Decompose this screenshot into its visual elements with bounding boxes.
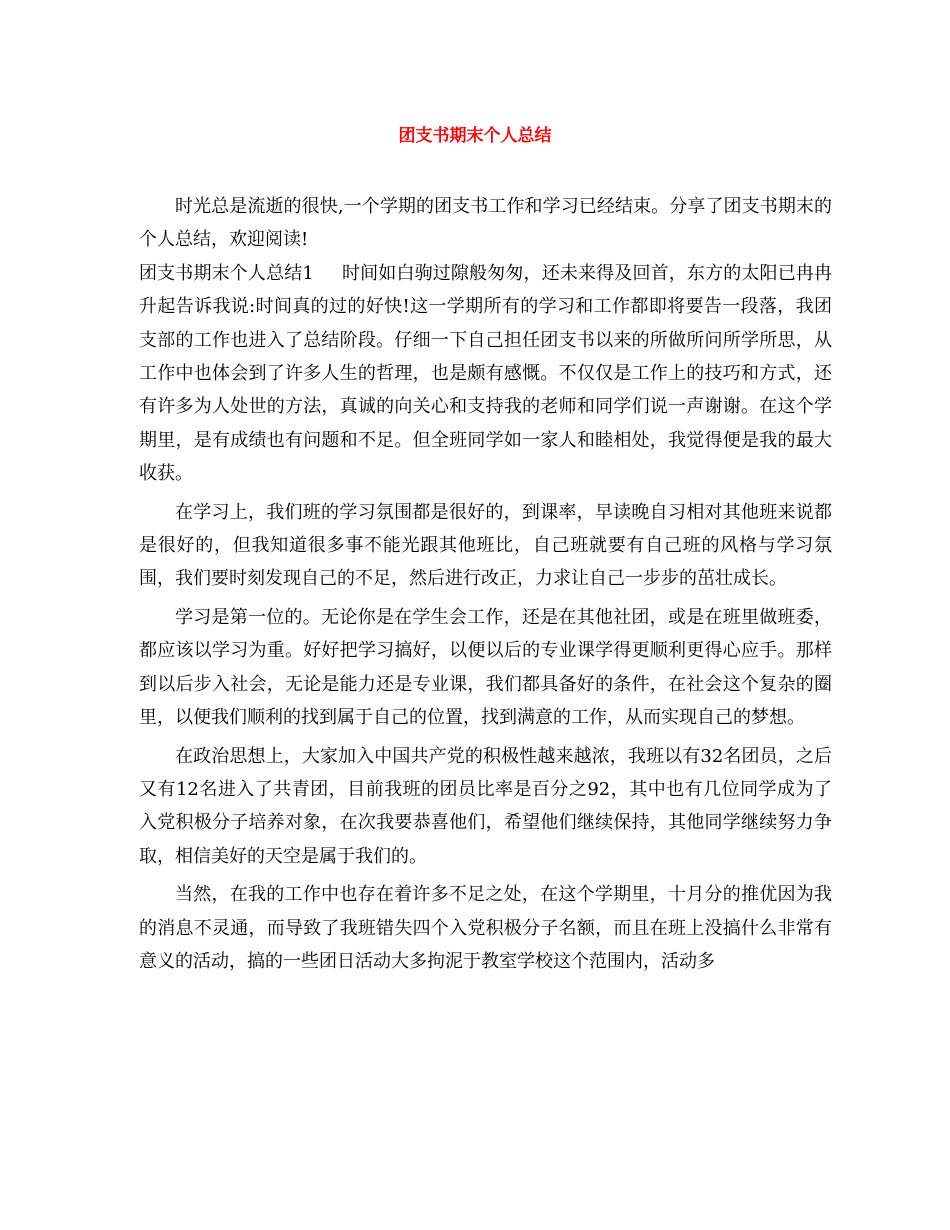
section-first-paragraph: 时间如白驹过隙般匆匆，还未来得及回首，东方的太阳已冉冉升起告诉我说:时间真的过的好快!这一学期所有的学习和工作都即将要告一段落，我团支部的工作也进入了总结阶段。仔细一下自己担任团支书以来的所做所问所学所思，从工作中也体会到了许多人生的哲理，也是颇有感慨。不仅仅是工作上的技巧和方式，还有许多为人处世的方法，真诚的向关心和支持我的老师和同学们说一声谢谢。在这个学期里，是有成绩也有问题和不足。但全班同学如一家人和睦相处，我觉得便是我的最大收获。 [139,262,833,485]
paragraph-study-first: 学习是第一位的。无论你是在学生会工作，还是在其他社团，或是在班里做班委，都应该以学习为重。好好把学习搞好，以便以后的专业课学得更顺利更得心应手。那样到以后步入社会，无论是能力还是专业课，我们都具备好的条件，在社会这个复杂的圈里，以便我们顺利的找到属于自己的位置，找到满意的工作，从而实现自己的梦想。 [139,606,832,729]
paragraph-political-thought: 在政治思想上，大家加入中国共产党的积极性越来越浓，我班以有32名团员，之后又有12名进入了共青团，目前我班的团员比率是百分之92，其中也有几位同学成为了入党积极分子培养对象，在次我要恭喜他们，希望他们继续保持，其他同学继续努力争取，相信美好的天空是属于我们的。 [139,745,832,867]
paragraph-shortcomings: 当然，在我的工作中也存在着许多不足之处，在这个学期里，十月分的推优因为我的消息不灵通，而导致了我班错失四个入党积极分子名额，而且在班上没搞什么非常有意义的活动，搞的一些团日活动大多拘泥于教室学校这个范围内，活动多 [139,884,832,972]
document-title: 团支书期末个人总结 [398,126,552,146]
section-block [139,257,832,491]
document-body [139,190,832,978]
paragraph-study-atmosphere: 在学习上，我们班的学习氛围都是很好的，到课率，早读晚自习相对其他班来说都是很好的，但我知道很多事不能光跟其他班比，自己班就要有自己班的风格与学习氛围，我们要时刻发现自己的不足，然后进行改正，力求让自己一步步的茁壮成长。 [139,501,832,590]
intro-paragraph: 时光总是流逝的很快,一个学期的团支书工作和学习已经结束。分享了团支书期末的个人总结，欢迎阅读! [139,196,832,251]
section-heading: 团支书期末个人总结1 [139,262,314,284]
